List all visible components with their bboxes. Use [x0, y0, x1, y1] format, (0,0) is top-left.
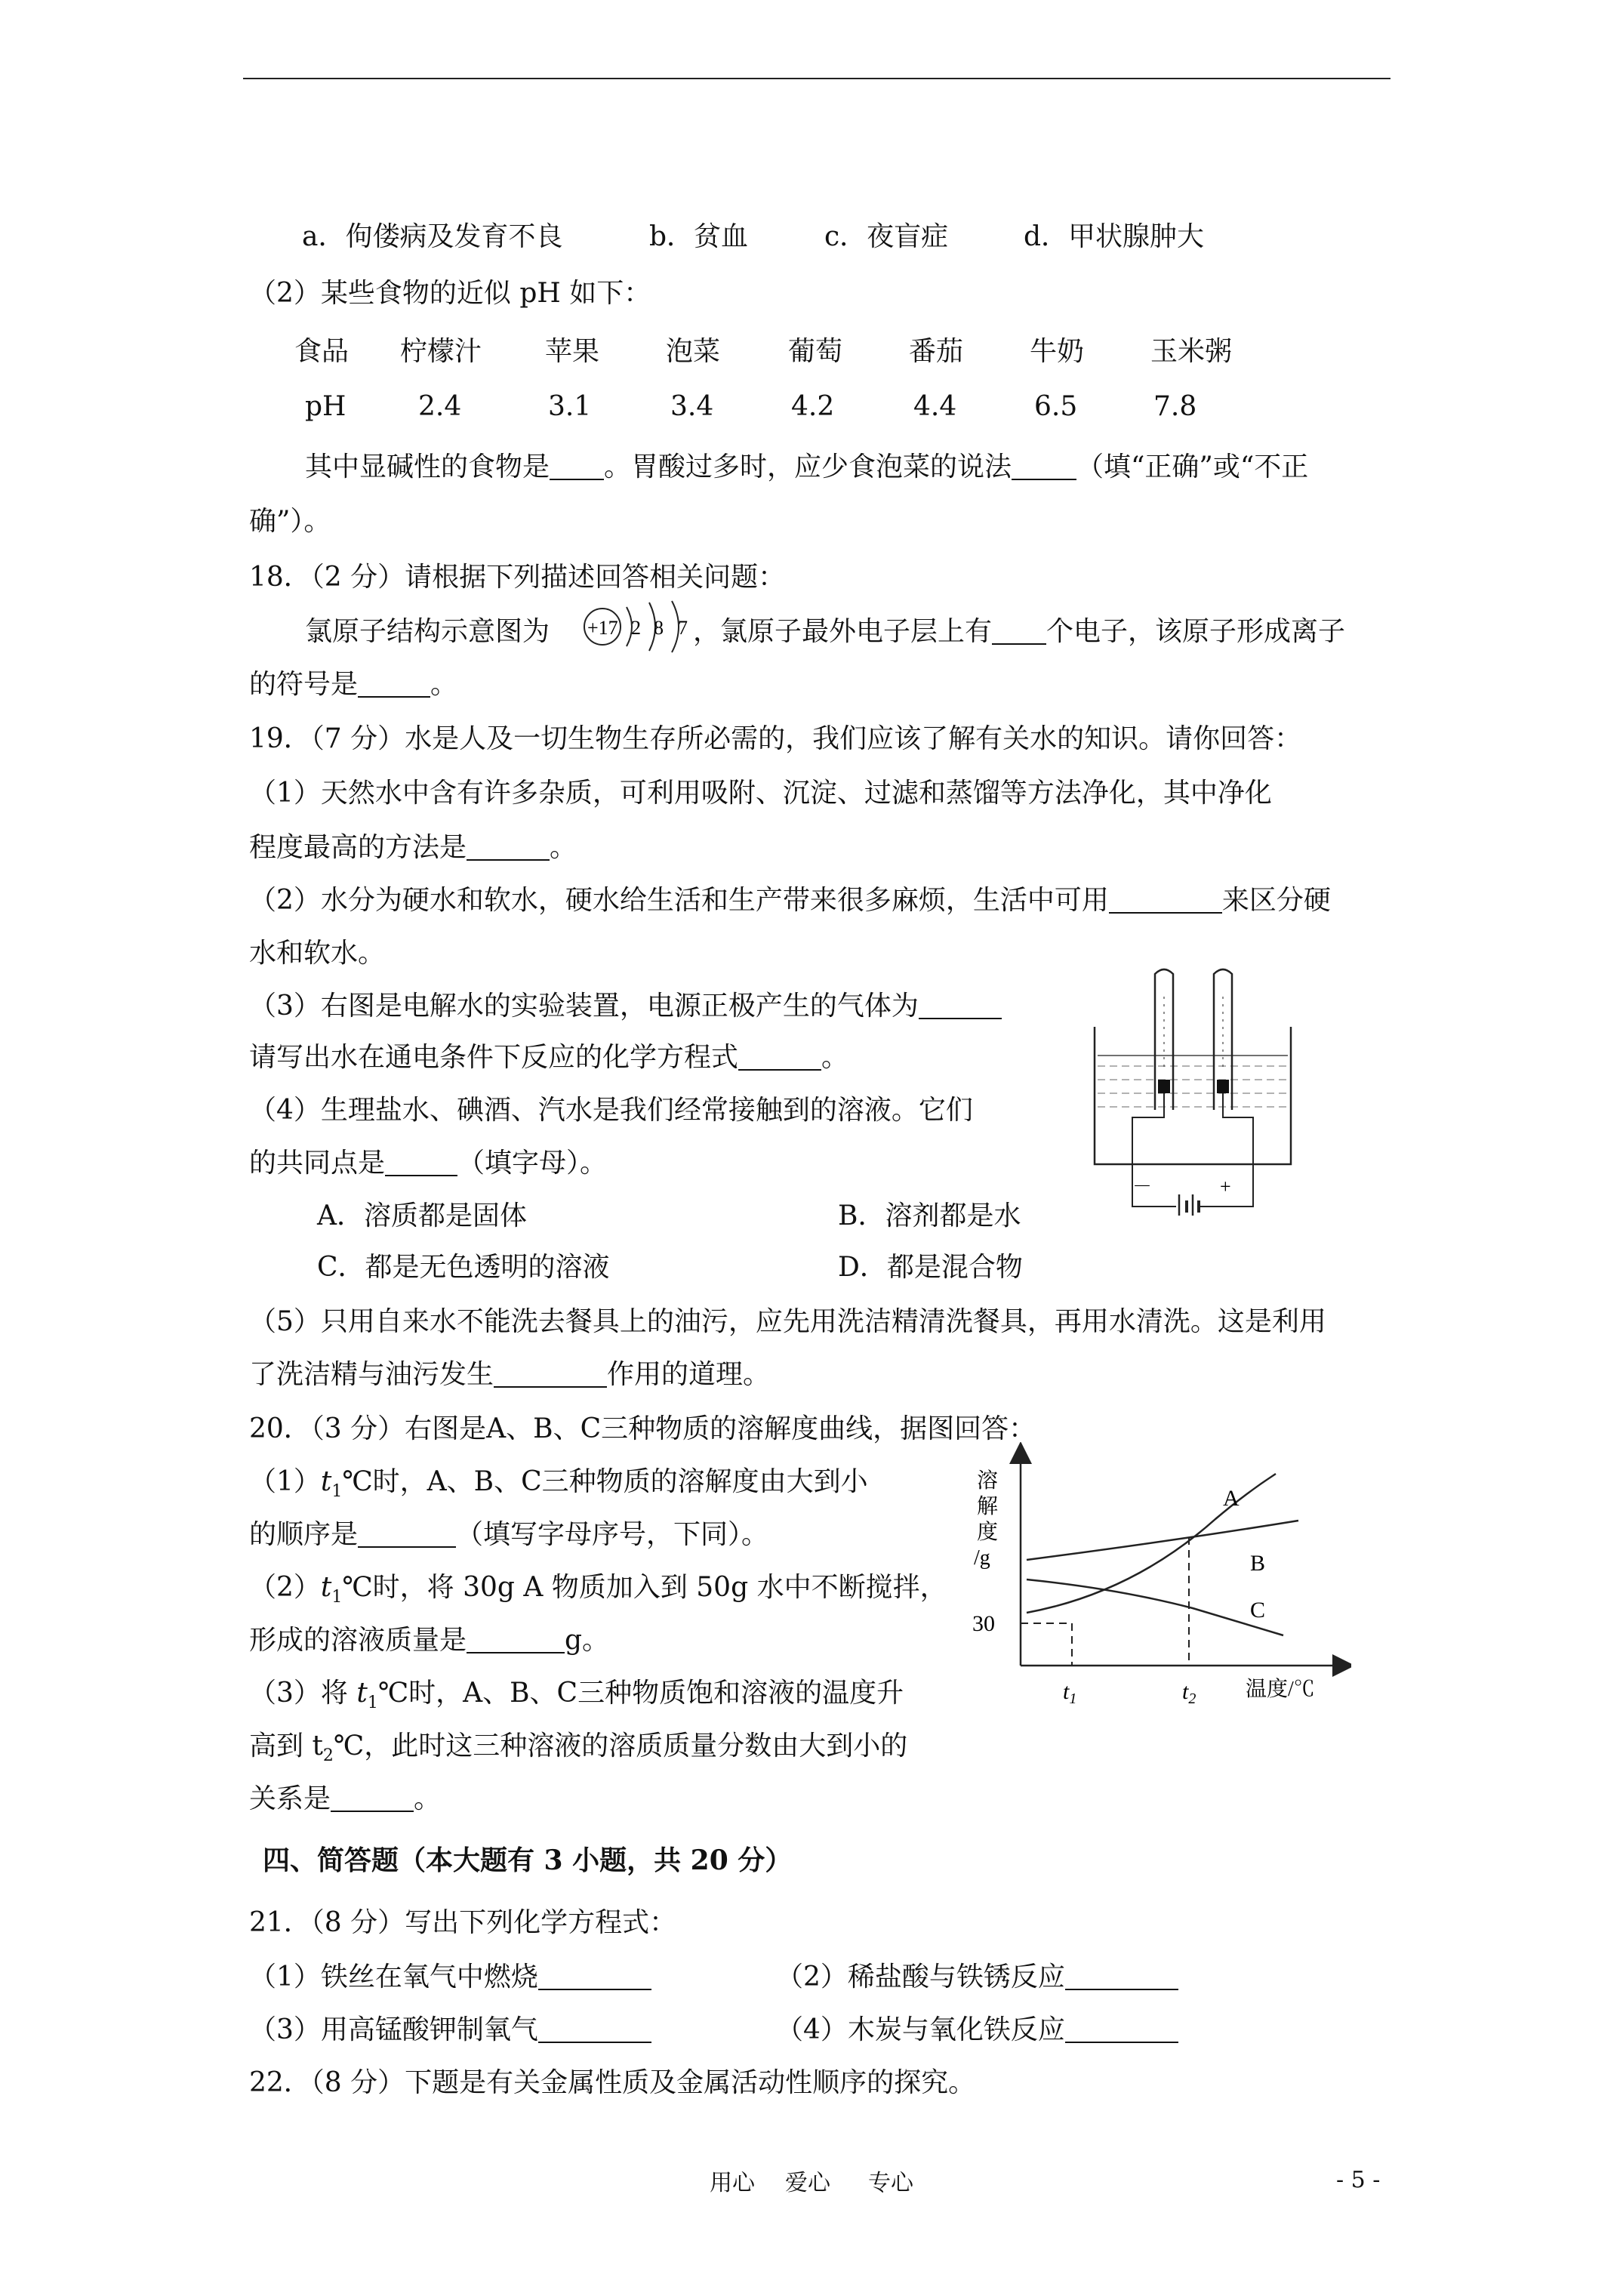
- q19-part2-line2: 水和软水。: [249, 938, 386, 969]
- y-axis-label-part: /g: [974, 1546, 990, 1570]
- ph-value-cell: 3.1: [548, 391, 592, 422]
- q21-item-4: （4）木炭与氧化铁反应: [776, 2008, 1178, 2047]
- q19-part4-line2: 的共同点是 （填字母）。: [249, 1148, 608, 1179]
- ph-header-cell: 泡菜: [666, 336, 721, 367]
- ph-value-cell: 7.8: [1153, 391, 1197, 422]
- x-axis-label: 温度/℃: [1246, 1678, 1315, 1701]
- answer-blank[interactable]: [550, 451, 604, 480]
- q19-option-d: D．都是混合物: [838, 1252, 1023, 1283]
- negative-terminal-label: －: [1132, 1176, 1153, 1197]
- answer-blank[interactable]: [1065, 1962, 1178, 1990]
- answer-blank[interactable]: [494, 1359, 607, 1388]
- q20-part1-line2: 的顺序是 （填写字母序号，下同）。: [249, 1519, 769, 1550]
- ph-value-cell: 2.4: [418, 391, 462, 422]
- q20-part2-line2: 形成的溶液质量是 g。: [249, 1625, 610, 1656]
- answer-blank[interactable]: [538, 2014, 651, 2043]
- electrode-left: [1158, 1080, 1170, 1093]
- x-tick-label-t1: [1063, 1679, 1076, 1707]
- q19-option-a: A．溶质都是固体: [317, 1200, 527, 1231]
- option-c: c．夜盲症: [824, 221, 949, 252]
- answer-blank[interactable]: [1065, 2014, 1178, 2043]
- series-label-b: B: [1250, 1551, 1266, 1576]
- answer-blank[interactable]: [385, 1148, 457, 1176]
- electrolysis-apparatus-diagram: [1087, 966, 1298, 1216]
- x-tick-label-t2: [1182, 1679, 1196, 1707]
- answer-blank[interactable]: [738, 1042, 821, 1071]
- q20-part1-line1: $(1)t_1℃$时，A、B、C三种物质的溶解度由大到小: [249, 1466, 868, 1502]
- ph-header-cell: 玉米粥: [1150, 336, 1233, 367]
- ph-header-cell: 食品: [294, 336, 350, 367]
- solubility-curve-chart: [966, 1442, 1351, 1729]
- option-a: a．佝偻病及发育不良: [302, 221, 563, 252]
- q17-basic-food-line: 其中显碱性的食物是 。胃酸过多时，应少食泡菜的说法 （填“正确”或“不正: [305, 451, 1309, 482]
- svg-text:溶解度/g: [974, 1469, 998, 1570]
- svg-text:t1: $t_1$: [1063, 1679, 1077, 1707]
- q19-part3-line1: （3）右图是电解水的实验装置，电源正极产生的气体为: [249, 985, 1002, 1023]
- q19-part4-line1: （4）生理盐水、碘酒、汽水是我们经常接触到的溶液。它们: [249, 1095, 973, 1126]
- q21-item-3: （3）用高锰酸钾制氧气: [249, 2008, 651, 2047]
- nucleus-charge: +17: [587, 617, 618, 639]
- q17-continuation: 确”）。: [249, 506, 331, 537]
- ph-value-cell: 4.4: [913, 391, 957, 422]
- q18-title: 18．（2 分）请根据下列描述回答相关问题：: [249, 562, 786, 593]
- ph-value-cell: 6.5: [1034, 391, 1078, 422]
- q18-ion-line: 的符号是 。: [249, 669, 458, 700]
- q20-part2-line1: $(2)t_1℃$时，将 30g A 物质加入到 50g 水中不断搅拌，: [249, 1572, 947, 1607]
- ph-header-cell: 苹果: [545, 336, 600, 367]
- answer-blank[interactable]: [331, 1783, 414, 1812]
- shell-electron-count: 7: [678, 617, 688, 639]
- ph-value-cell: pH: [305, 391, 346, 422]
- q21-item-2: （2）稀盐酸与铁锈反应: [776, 1955, 1178, 1994]
- q19-part5-line2: 了洗洁精与油污发生 作用的道理。: [249, 1359, 771, 1390]
- header-rule: [243, 78, 1390, 79]
- answer-blank[interactable]: [467, 832, 550, 861]
- ph-header-cell: 番茄: [909, 336, 964, 367]
- ph-header-cell: 葡萄: [788, 336, 843, 367]
- page-number: - 5 -: [1336, 2167, 1381, 2193]
- y-axis-label-part: 度: [977, 1521, 999, 1544]
- shell-electron-count: 8: [654, 617, 664, 639]
- q19-option-c: C．都是无色透明的溶液: [317, 1252, 610, 1283]
- q21-title: 21．（8 分）写出下列化学方程式：: [249, 1907, 677, 1938]
- q21-item-1: （1）铁丝在氧气中燃烧: [249, 1955, 651, 1994]
- q20-part3-line3: 关系是 。: [249, 1783, 442, 1814]
- section-heading: 四、简答题（本大题有 3 小题，共 20 分）: [263, 1845, 793, 1876]
- ph-value-cell: 4.2: [791, 391, 835, 422]
- q19-part1-line1: （1）天然水中含有许多杂质，可利用吸附、沉淀、过滤和蒸馏等方法净化，其中净化: [249, 778, 1272, 809]
- y-axis-label: [974, 1469, 998, 1570]
- curve-c: [1027, 1579, 1283, 1635]
- q19-part3-line2: 请写出水在通电条件下反应的化学方程式 。: [249, 1042, 849, 1073]
- q19-title: 19．（7 分）水是人及一切生物生存所必需的，我们应该了解有关水的知识。请你回答：: [249, 723, 1302, 754]
- answer-blank[interactable]: [1109, 885, 1222, 914]
- answer-blank[interactable]: [538, 1962, 651, 1990]
- ph-value-cell: 3.4: [670, 391, 714, 422]
- q20-part3-line1: （3）将 $t_1℃$时，A、B、C三种物质饱和溶液的温度升: [249, 1678, 904, 1713]
- option-d: d．甲状腺肿大: [1024, 221, 1205, 252]
- y-axis-label-part: 溶: [977, 1469, 999, 1493]
- chlorine-atom-diagram: [581, 596, 717, 657]
- footer-slogan: 用心: [710, 2170, 755, 2196]
- water-trough: [1095, 1027, 1291, 1164]
- answer-blank[interactable]: [1012, 451, 1076, 480]
- option-b: b．贫血: [649, 221, 749, 252]
- positive-terminal-label: +: [1220, 1176, 1231, 1197]
- y-axis-label-part: 解: [977, 1495, 999, 1518]
- footer-slogan: 爱心: [785, 2170, 830, 2196]
- q19-part5-line1: （5）只用自来水不能洗去餐具上的油污，应先用洗洁精清洗餐具，再用水清洗。这是利用: [249, 1306, 1326, 1337]
- q20-title: 20．（3 分）右图是A、B、C三种物质的溶解度曲线，据图回答：: [249, 1413, 1036, 1444]
- series-label-c: C: [1250, 1598, 1266, 1623]
- answer-blank[interactable]: [358, 1519, 456, 1548]
- footer-slogan: 专心: [868, 2170, 913, 2196]
- answer-blank[interactable]: [358, 669, 430, 698]
- svg-text:t2: $t_2$: [1182, 1679, 1196, 1707]
- q17-part2: （2）某些食物的近似 pH 如下：: [249, 278, 651, 309]
- shell-electron-count: 2: [631, 617, 641, 639]
- q19-part2-line1: （2）水分为硬水和软水，硬水给生活和生产带来很多麻烦，生活中可用 来区分硬: [249, 885, 1331, 916]
- series-label-a: A: [1223, 1486, 1240, 1511]
- q19-part1-line2: 程度最高的方法是 。: [249, 832, 577, 863]
- q19-option-b: B．溶剂都是水: [838, 1200, 1021, 1231]
- q22-title: 22．（8 分）下题是有关金属性质及金属活动性顺序的探究。: [249, 2067, 976, 2098]
- ph-header-cell: 柠檬汁: [400, 336, 482, 367]
- answer-blank[interactable]: [467, 1625, 565, 1653]
- answer-blank[interactable]: [992, 616, 1046, 645]
- q20-part3-line2: 高到 $t_2℃$，此时这三种溶液的溶质质量分数由大到小的: [249, 1730, 908, 1766]
- y-tick-label: 30: [972, 1611, 995, 1636]
- ph-header-cell: 牛奶: [1030, 336, 1085, 367]
- electrode-right: [1217, 1080, 1229, 1093]
- q18-line: 氯原子结构示意图为 ，氯原子最外电子层上有 个电子，该原子形成离子: [305, 610, 1345, 649]
- answer-blank[interactable]: [919, 991, 1002, 1019]
